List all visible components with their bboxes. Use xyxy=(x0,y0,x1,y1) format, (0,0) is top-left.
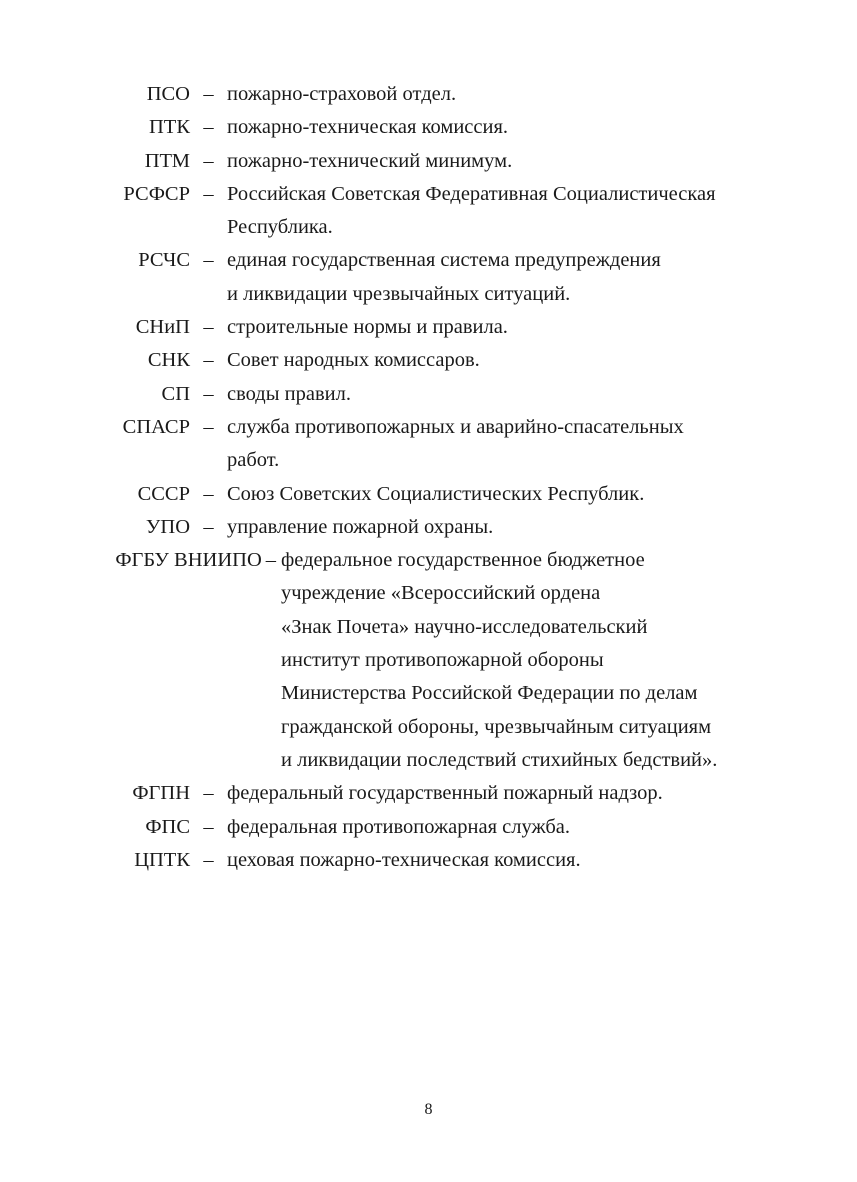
abbreviation-definition xyxy=(227,478,747,511)
abbreviation-entry xyxy=(0,777,857,810)
definition-line: учреждение «Всероссийский ордена xyxy=(281,582,601,605)
abbreviation-entry xyxy=(0,511,857,544)
definition-line: и ликвидации чрезвычайных ситуаций. xyxy=(227,282,571,305)
abbreviation-term: ПТК xyxy=(149,116,190,139)
abbreviation-term: ЦПТК xyxy=(134,848,190,871)
dash-separator: – xyxy=(203,515,214,538)
abbreviation-entry xyxy=(0,478,857,511)
abbreviation-definition xyxy=(227,244,747,311)
definition-line: Совет народных комиссаров. xyxy=(227,349,480,372)
definition-line: служба противопожарных и аварийно-спасательных xyxy=(227,415,684,438)
abbreviation-term: ПТМ xyxy=(144,149,190,172)
definition-line: гражданской обороны, чрезвычайным ситуациям xyxy=(281,715,712,738)
dash-separator: – xyxy=(203,415,214,438)
definition-line: работ. xyxy=(227,449,280,472)
abbreviation-entry xyxy=(0,544,857,777)
definition-line: федеральное государственное бюджетное xyxy=(281,549,645,572)
definition-line: Союз Советских Социалистических Республик. xyxy=(227,482,645,505)
abbreviation-definition xyxy=(227,145,747,178)
abbreviation-term: ФПС xyxy=(145,815,190,838)
definition-line: федеральный государственный пожарный надзор. xyxy=(227,782,663,805)
abbreviation-term: ПСО xyxy=(146,83,190,105)
abbreviation-entry xyxy=(0,811,857,844)
definition-line: цеховая пожарно-техническая комиссия. xyxy=(227,848,581,871)
definition-line: «Знак Почета» научно-исследовательский xyxy=(281,615,648,638)
abbreviation-entry xyxy=(0,178,857,245)
definition-line: федеральная противопожарная служба. xyxy=(227,815,570,838)
abbreviation-entry xyxy=(0,244,857,311)
definition-line: строительные нормы и правила. xyxy=(227,316,508,339)
abbreviation-entry xyxy=(0,844,857,877)
abbreviation-definition xyxy=(227,178,747,245)
abbreviation-definition xyxy=(227,844,747,877)
dash-separator: – xyxy=(265,549,276,572)
dash-separator: – xyxy=(203,482,214,505)
definition-line: пожарно-техническая комиссия. xyxy=(227,116,509,139)
definition-line: Министерства Российской Федерации по делам xyxy=(281,682,698,705)
abbreviation-term: РСФСР xyxy=(123,182,190,205)
page-number: 8 xyxy=(424,1101,433,1118)
abbreviation-entry xyxy=(0,78,857,111)
abbreviation-term: ФГБУ ВНИИПО xyxy=(115,549,262,572)
definition-line: Российская Советская Федеративная Социалистическая xyxy=(227,182,716,205)
abbreviation-entry xyxy=(0,378,857,411)
definition-line: пожарно-страховой отдел. xyxy=(227,83,457,105)
definition-line: своды правил. xyxy=(227,382,351,405)
definition-line: пожарно-технический минимум. xyxy=(227,149,513,172)
abbreviation-definition xyxy=(227,344,747,377)
abbreviation-entry xyxy=(0,311,857,344)
abbreviation-definition xyxy=(281,544,751,777)
abbreviation-definition xyxy=(227,78,747,111)
dash-separator: – xyxy=(203,149,214,172)
dash-separator: – xyxy=(203,83,214,105)
abbreviation-term: ФГПН xyxy=(132,782,190,805)
dash-separator: – xyxy=(203,349,214,372)
abbreviation-definition xyxy=(227,511,747,544)
dash-separator: – xyxy=(203,815,214,838)
abbreviation-term: СНиП xyxy=(135,316,190,339)
abbreviation-entry xyxy=(0,145,857,178)
dash-separator: – xyxy=(203,782,214,805)
dash-separator: – xyxy=(203,848,214,871)
abbreviation-entry xyxy=(0,344,857,377)
definition-line: и ликвидации последствий стихийных бедствий». xyxy=(281,748,718,771)
dash-separator: – xyxy=(203,316,214,339)
abbreviation-entry xyxy=(0,111,857,144)
abbreviation-term: СССР xyxy=(137,482,190,505)
abbreviation-definition xyxy=(227,378,747,411)
abbreviation-definition xyxy=(227,111,747,144)
abbreviation-term: СП xyxy=(161,382,190,405)
abbreviation-term: СПАСР xyxy=(122,415,190,438)
abbreviation-definition xyxy=(227,777,747,810)
abbreviation-list xyxy=(0,78,857,877)
abbreviation-term: СНК xyxy=(147,349,190,372)
dash-separator: – xyxy=(203,116,214,139)
abbreviation-definition xyxy=(227,811,747,844)
abbreviation-term: РСЧС xyxy=(138,249,190,272)
dash-separator: – xyxy=(203,382,214,405)
abbreviation-entry xyxy=(0,411,857,478)
dash-separator: – xyxy=(203,249,214,272)
dash-separator: – xyxy=(203,182,214,205)
abbreviation-definition xyxy=(227,311,747,344)
abbreviation-term-group xyxy=(0,544,281,577)
definition-line: Республика. xyxy=(227,216,333,239)
abbreviation-term: УПО xyxy=(145,515,190,538)
definition-line: единая государственная система предупреждения xyxy=(227,249,661,272)
definition-line: институт противопожарной обороны xyxy=(281,649,604,672)
abbreviation-definition xyxy=(227,411,747,478)
definition-line: управление пожарной охраны. xyxy=(227,515,494,538)
